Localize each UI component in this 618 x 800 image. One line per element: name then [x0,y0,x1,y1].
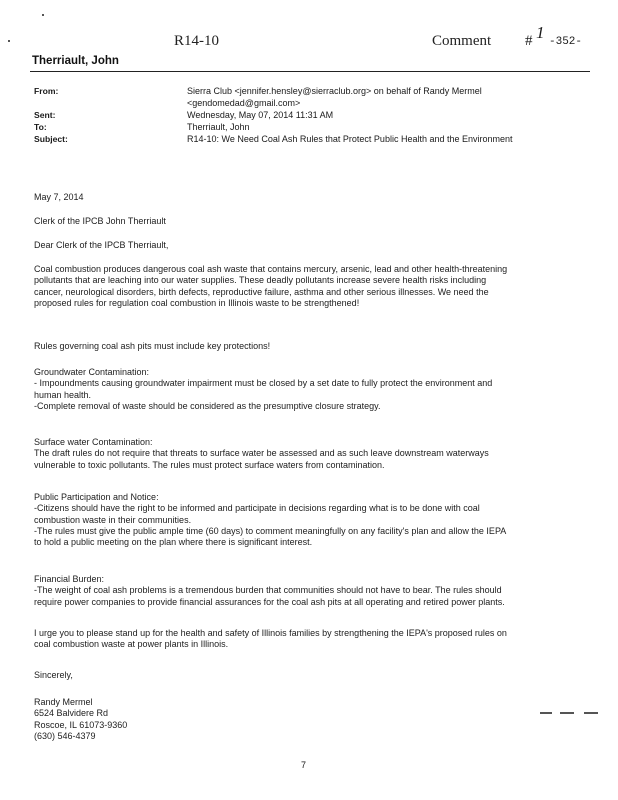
from-email-value: <gendomedad@gmail.com> [187,98,301,108]
from-label: From: [34,86,59,96]
letter-salutation: Dear Clerk of the IPCB Therriault, [34,240,169,250]
rules-intro: Rules governing coal ash pits must include key protections! [34,341,271,351]
comment-number-prefix: # [525,33,533,49]
signature-block [34,697,579,742]
subject-label: Subject: [34,134,68,144]
section-line: require power companies to provide financial assurances for the coal ash pits at all operating and retired power plants. [34,596,505,607]
section-heading: Financial Burden: [34,574,105,584]
page-reference: -352- [549,36,583,48]
intro-line: proposed rules for regulation coal combustion in Illinois waste to be strengthened! [34,297,360,308]
intro-line: Coal combustion produces dangerous coal ash waste that contains mercury, arsenic, lead and other health-threatening [34,264,508,274]
section-line: vulnerable to toxic pollutants. The rules must protect surface waters from contamination. [34,459,385,470]
header-name: Therriault, John [32,55,119,67]
section-line: combustion waste in their communities. [34,514,192,525]
margin-dash [540,712,552,714]
comment-number: 1 [536,23,545,42]
sent-label: Sent: [34,110,56,120]
sent-value: Wednesday, May 07, 2014 11:31 AM [187,110,334,120]
intro-paragraph [34,264,579,309]
intro-line: pollutants that are leaching into our water supplies. These deadly pollutants increase severe health risks including [34,275,487,286]
signature-street: 6524 Balvidere Rd [34,708,109,719]
scan-mark [8,40,10,42]
closing: Sincerely, [34,670,73,680]
closing-paragraph [34,628,579,651]
participation-section [34,492,579,548]
section-line: human health. [34,389,92,400]
letter-addressee: Clerk of the IPCB John Therriault [34,216,166,226]
margin-dash [560,712,574,714]
header-rule [30,71,590,72]
docket-number: R14-10 [174,33,219,49]
comment-label: Comment [432,33,492,49]
section-heading: Public Participation and Notice: [34,492,159,502]
intro-line: cancer, neurological disorders, birth defects, reproductive failure, asthma and other serious illnesses. We need the [34,286,489,297]
financial-section [34,574,579,608]
section-heading: Surface water Contamination: [34,437,153,447]
signature-name: Randy Mermel [34,697,93,707]
section-line: -Complete removal of waste should be considered as the presumptive closure strategy. [34,400,381,411]
section-heading: Groundwater Contamination: [34,367,150,377]
page-number: 7 [301,760,307,770]
signature-city: Roscoe, IL 61073-9360 [34,719,128,730]
section-line: -The weight of coal ash problems is a tremendous burden that communities should not have to bear. The rules should [34,585,502,596]
margin-dash [584,712,598,714]
to-label: To: [34,122,47,132]
to-value: Therriault, John [187,122,250,132]
subject-value: R14-10: We Need Coal Ash Rules that Protect Public Health and the Environment [187,134,513,144]
closing-line: I urge you to please stand up for the health and safety of Illinois families by strengthening the IEPA's proposed rules on [34,628,507,638]
scan-mark [42,14,44,16]
letter-date: May 7, 2014 [34,192,84,202]
section-line: -Citizens should have the right to be informed and participate in decisions regarding what is to be done with coal [34,503,480,514]
surface-section [34,437,579,471]
section-line: The draft rules do not require that threats to surface water be assessed and as such leave downstream waterways [34,448,489,459]
signature-phone: (630) 546-4379 [34,730,96,741]
from-value: Sierra Club <jennifer.hensley@sierraclub.org> on behalf of Randy Mermel [187,86,482,96]
section-line: to hold a public meeting on the plan where there is significant interest. [34,537,313,548]
closing-line: coal combustion waste at power plants in Illinois. [34,639,229,650]
section-line: - Impoundments causing groundwater impairment must be closed by a set date to fully protect the environment and [34,378,493,389]
section-line: -The rules must give the public ample time (60 days) to comment meaningfully on any facility's plan and allow the IEPA [34,525,507,536]
groundwater-section [34,367,579,412]
